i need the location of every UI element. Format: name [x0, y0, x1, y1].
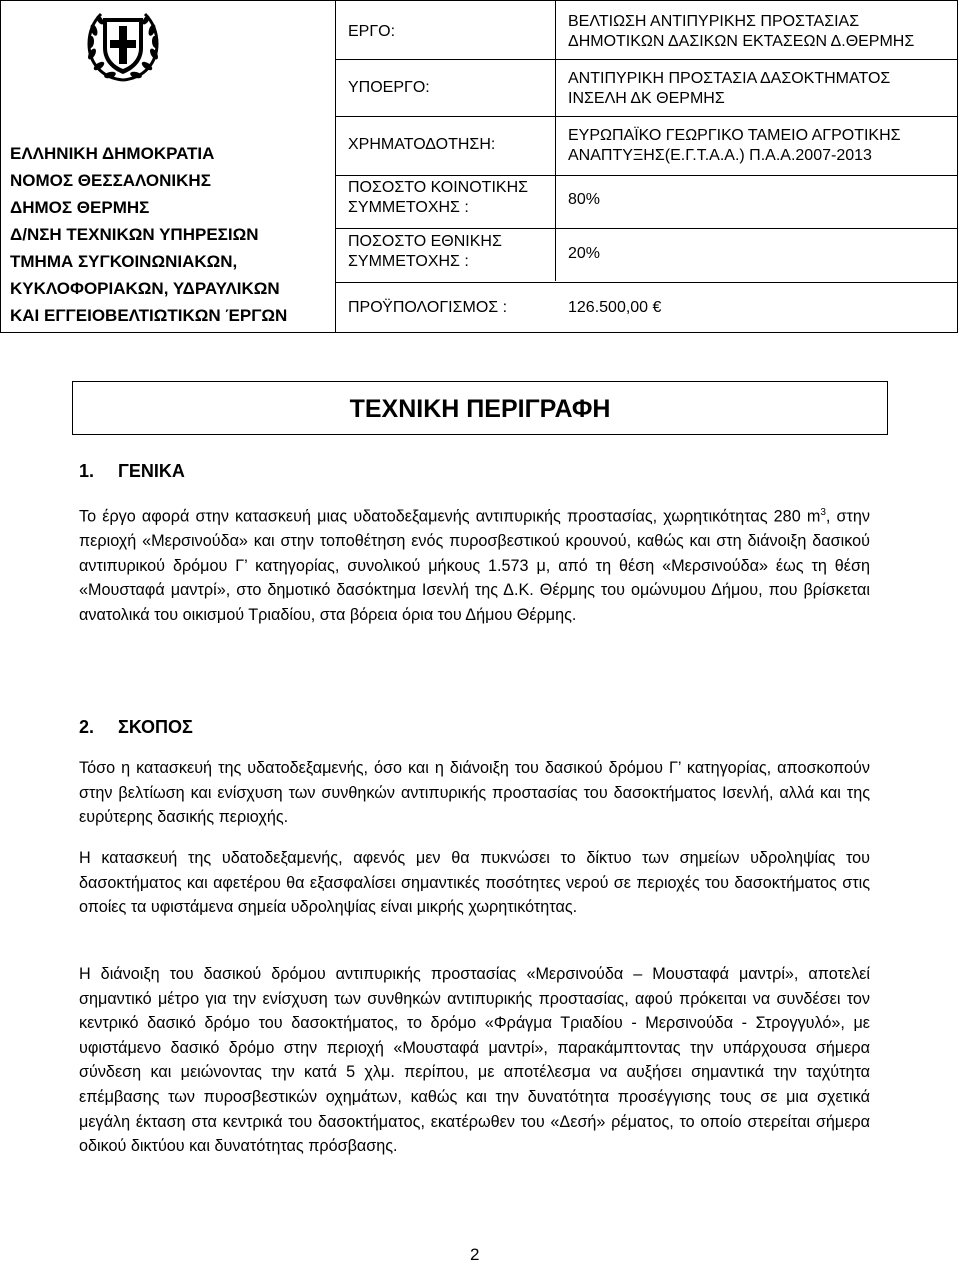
- national-share-label: [348, 232, 502, 272]
- budget-label: ΠΡΟΫΠΟΛΟΓΙΣΜΟΣ :: [348, 299, 508, 316]
- section-number: 2.: [79, 717, 95, 737]
- org-line: ΚΥΚΛΟΦΟΡΙΑΚΩΝ, ΥΔΡΑΥΛΙΚΩΝ: [10, 279, 280, 298]
- purpose-paragraph-1: Τόσο η κατασκευή της υδατοδεξαμενής, όσο και η διάνοιξη του δασικού δρόμου Γ’ κατηγορίας, αποσκοπούν στην βελτίωση και ενίσχυση των συνθηκών αντιπυρικής προστασίας του δασοκτήματος Ισενλή, αλλά και της ευρύτερης δασικής περιοχής.: [79, 759, 870, 827]
- value-line: ΑΝΑΠΤΥΞΗΣ(Ε.Γ.Τ.Α.Α.) Π.Α.Α.2007-2013: [568, 147, 872, 164]
- funding-label: ΧΡΗΜΑΤΟΔΟΤΗΣΗ:: [348, 136, 496, 153]
- community-share-value: 80%: [568, 191, 601, 208]
- community-share-label: [348, 178, 528, 218]
- section-heading-purpose: [79, 717, 193, 738]
- row-divider: [335, 282, 957, 283]
- national-share-value: 20%: [568, 245, 601, 262]
- document-title: ΤΕΧΝΙΚΗ ΠΕΡΙΓΡΑΦΗ: [72, 381, 888, 435]
- value-line: ΙΝΣΕΛΗ ΔΚ ΘΕΡΜΗΣ: [568, 90, 725, 107]
- value-line: ΕΥΡΩΠΑΪΚΟ ΓΕΩΡΓΙΚΟ ΤΑΜΕΙΟ ΑΓΡΟΤΙΚΗΣ: [568, 127, 901, 144]
- label-line: ΠΟΣΟΣΤΟ ΚΟΙΝΟΤΙΚΗΣ: [348, 179, 529, 196]
- issuing-authority: [10, 140, 320, 329]
- funding-value: [568, 126, 901, 166]
- label-line: ΠΟΣΟΣΤΟ ΕΘΝΙΚΗΣ: [348, 233, 502, 250]
- section-number: 1.: [79, 461, 95, 481]
- general-paragraph: [79, 501, 870, 627]
- paragraph-text: , στην περιοχή «Μερσινούδα» και στην τοποθέτηση ενός πυροσβεστικού κρουνού, καθώς και στη διάνοιξη δασικού αντιπυρικού δρόμου Γ’ κατηγορίας, συνολικού μήκους 1.573 μ, από τη θέση «Μερσινούδα» έως τη θέση «Μουσταφά μαντρί», στο δημοτικό δασόκτημα Ισενλή της Δ.Κ. Θέρμης του ομώνυμου Δήμου, που βρίσκεται ανατολικά του οικισμού Τριαδίου, στα βόρεια όρια του Δήμου Θέρμης.: [79, 507, 870, 624]
- superscript: 3: [820, 507, 826, 518]
- row-divider: [335, 59, 957, 60]
- purpose-paragraph-2: Η κατασκευή της υδατοδεξαμενής, αφενός μεν θα πυκνώσει το δίκτυο των σημείων υδροληψίας του δασοκτήματος και αφετέρου θα εξασφαλίσει σημαντικές ποσότητες νερού σε περιοχές του δασοκτήματος στις οποίες τα υφιστάμενα σημεία υδροληψίας είναι μικρής χωρητικότητας.: [79, 849, 870, 917]
- column-divider: [555, 1, 556, 281]
- subproject-value: [568, 69, 890, 109]
- row-divider: [335, 116, 957, 117]
- label-line: ΣΥΜΜΕΤΟΧΗΣ :: [348, 199, 469, 216]
- org-line: ΚΑΙ ΕΓΓΕΙΟΒΕΛΤΙΩΤΙΚΩΝ ΈΡΓΩΝ: [10, 306, 288, 325]
- purpose-paragraph-3: Η διάνοιξη του δασικού δρόμου αντιπυρικής προστασίας «Μερσινούδα – Μουσταφά μαντρί», αποτελεί σημαντικό μέτρο για την ενίσχυση των συνθηκών αντιπυρικής προστασίας, αφού πρόκειται να συνδέσει τον κεντρικό δασικό δρόμο του δασοκτήματος, το δρόμο «Φράγμα Τριαδίου - Μερσινούδα - Στρογγυλό», με υφιστάμενο δασικό δρόμο στην περιοχή «Μουσταφά μαντρί», παρακάμπτοντας την υπάρχουσα σήμερα σύνδεση και μειώνοντας την κατά 5 χλμ. περίπου, με αποτέλεσμα να αυξήσει σημαντικά την ταχύτητα επέμβασης των πυροσβεστικών οχημάτων, καθώς και την δυνατότητα προσέγγισης τους σε μια σχετικά μεγάλη έκταση στα κεντρικά του δασοκτήματος, εκατέρωθεν του «Δεσή» ρέματος, το οποίο στερείται σήμερα οδικού δικτύου και δυνατότητας πρόσβασης.: [79, 965, 870, 1156]
- value-line: ΒΕΛΤΙΩΣΗ ΑΝΤΙΠΥΡΙΚΗΣ ΠΡΟΣΤΑΣΙΑΣ: [568, 13, 860, 30]
- paragraph-text: Το έργο αφορά στην κατασκευή μιας υδατοδεξαμενής αντιπυρικής προστασίας, χωρητικότητας 280 m: [79, 507, 821, 526]
- org-line: Δ/ΝΣΗ ΤΕΧΝΙΚΩΝ ΥΠΗΡΕΣΙΩΝ: [10, 225, 259, 244]
- section-title: ΣΚΟΠΟΣ: [118, 717, 193, 737]
- greek-coat-of-arms-icon: [83, 8, 163, 84]
- project-value: [568, 12, 914, 52]
- org-line: ΕΛΛΗΝΙΚΗ ΔΗΜΟΚΡΑΤΙΑ: [10, 144, 215, 163]
- label-line: ΣΥΜΜΕΤΟΧΗΣ :: [348, 253, 469, 270]
- budget-value: 126.500,00 €: [568, 299, 662, 316]
- value-line: ΑΝΤΙΠΥΡΙΚΗ ΠΡΟΣΤΑΣΙΑ ΔΑΣΟΚΤΗΜΑΤΟΣ: [568, 70, 891, 87]
- value-line: ΔΗΜΟΤΙΚΩΝ ΔΑΣΙΚΩΝ ΕΚΤΑΣΕΩΝ Δ.ΘΕΡΜΗΣ: [568, 33, 915, 50]
- subproject-label: ΥΠΟΕΡΓΟ:: [348, 79, 430, 96]
- section-title: ΓΕΝΙΚΑ: [118, 461, 185, 481]
- org-line: ΔΗΜΟΣ ΘΕΡΜΗΣ: [10, 198, 150, 217]
- org-line: ΝΟΜΟΣ ΘΕΣΣΑΛΟΝΙΚΗΣ: [10, 171, 211, 190]
- row-divider: [335, 228, 957, 229]
- row-divider: [335, 175, 957, 176]
- project-label: ΕΡΓΟ:: [348, 23, 396, 40]
- page-number: 2: [470, 1245, 480, 1264]
- section-heading-general: [79, 461, 185, 482]
- org-line: ΤΜΗΜΑ ΣΥΓΚΟΙΝΩΝΙΑΚΩΝ,: [10, 252, 238, 271]
